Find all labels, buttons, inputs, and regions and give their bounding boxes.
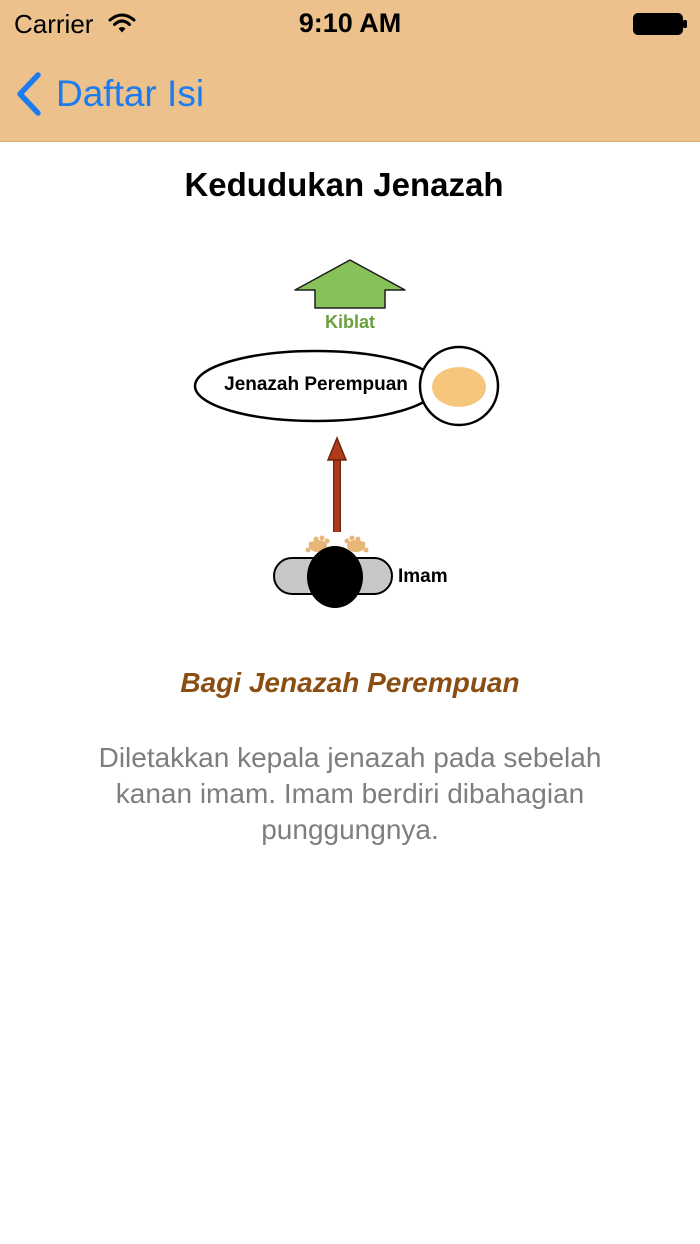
kiblat-arrow-icon: [295, 260, 405, 308]
diagram-graphic: [180, 252, 520, 622]
position-diagram: [180, 252, 520, 622]
description-text: Diletakkan kepala jenazah pada sebelah kanan imam. Imam berdiri dibahagian punggungnya.: [98, 742, 602, 845]
carrier-label: Carrier: [14, 9, 94, 39]
imam-head-icon: [307, 546, 363, 608]
battery-icon: [633, 13, 689, 35]
back-button[interactable]: [14, 66, 204, 122]
navigation-bar: [0, 48, 700, 140]
jenazah-label: Jenazah Perempuan: [224, 374, 408, 395]
header: [0, 0, 700, 142]
head-fill-shape: [432, 367, 486, 407]
status-bar: [0, 0, 700, 48]
kiblat-label: Kiblat: [324, 312, 375, 332]
page-title: Kedudukan Jenazah: [184, 166, 504, 203]
direction-arrow-head-icon: [328, 438, 346, 460]
chevron-left-icon: [14, 71, 44, 117]
clock: 9:10 AM: [298, 8, 402, 38]
section-heading: Bagi Jenazah Perempuan: [180, 667, 520, 698]
back-button-label: Daftar Isi: [56, 73, 205, 114]
imam-label: Imam: [398, 566, 448, 587]
